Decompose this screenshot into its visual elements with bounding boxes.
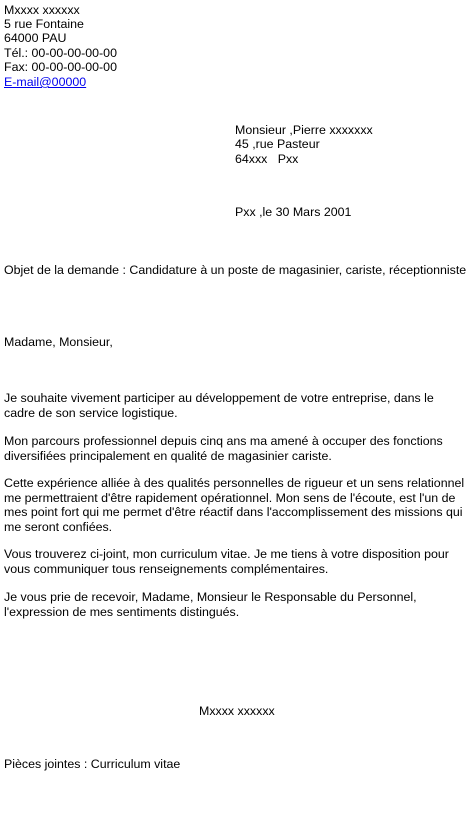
body-paragraph: Je vous prie de recevoir, Madame, Monsieur le Responsable du Personnel, l'expression de mes sentiments distingués.	[4, 590, 417, 619]
sender-email-link[interactable]: E-mail@00000	[4, 75, 87, 89]
subject-line: Objet de la demande : Candidature à un poste de magasinier, cariste, réceptionniste	[4, 263, 467, 277]
sender-phone: Tél.: 00-00-00-00-00	[4, 46, 117, 60]
recipient-street: 45 ,rue Pasteur	[235, 137, 320, 151]
date-line: Pxx ,le 30 Mars 2001	[235, 205, 352, 219]
signature: Mxxxx xxxxxx	[199, 704, 275, 718]
sender-fax: Fax: 00-00-00-00-00	[4, 60, 117, 74]
body-paragraph: Vous trouverez ci-joint, mon curriculum vitae. Je me tiens à votre disposition pour vous communiquer tous renseignements complémentaires.	[4, 547, 449, 576]
salutation: Madame, Monsieur,	[4, 335, 113, 349]
body-paragraph: Je souhaite vivement participer au développement de votre entreprise, dans le cadre de son service logistique.	[4, 391, 434, 420]
body-paragraph: Mon parcours professionnel depuis cinq ans ma amené à occuper des fonctions diversifiées principalement en qualité de magasinier cariste.	[4, 434, 443, 463]
sender-city: 64000 PAU	[4, 31, 67, 45]
recipient-city: 64xxx Pxx	[235, 152, 299, 166]
recipient-name: Monsieur ,Pierre xxxxxxx	[235, 123, 373, 137]
sender-name: Mxxxx xxxxxx	[4, 3, 80, 17]
attachments-line: Pièces jointes : Curriculum vitae	[4, 757, 181, 771]
body-paragraph: Cette expérience alliée à des qualités personnelles de rigueur et un sens relationnel me permettraient d'être rapidement opérationnel. Mon sens de l'écoute, est l'un de mes point fort qui me permet d'être réactif dans l'accomplissement des missions qui me seront confiées.	[4, 476, 465, 534]
sender-street: 5 rue Fontaine	[4, 17, 84, 31]
